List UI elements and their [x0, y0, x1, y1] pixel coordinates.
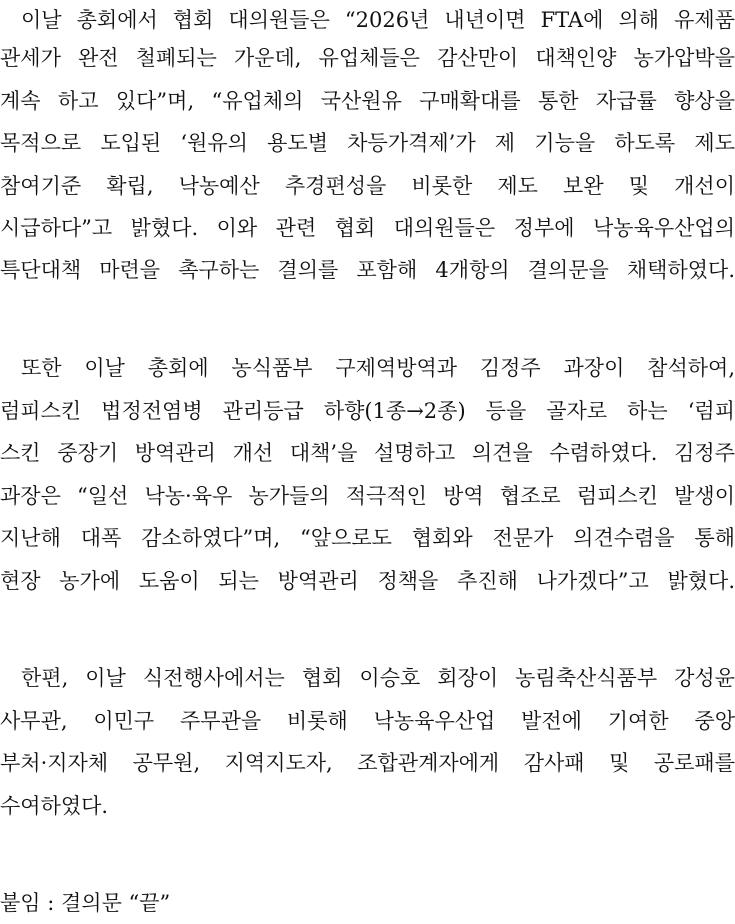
text-line: 특단대책 마련을 촉구하는 결의를 포함해 4개항의 결의문을 채택하였다. [0, 258, 735, 282]
attachment-note: 붙임 : 결의문 “끝” [0, 891, 171, 915]
text-line: 관세가 완전 철폐되는 가운데, 유업체들은 감산만이 대책인양 농가압박을 [0, 46, 735, 70]
text-line: 지난해 대폭 감소하였다”며, “앞으로도 협회와 전문가 의견수렴을 통해 [0, 526, 735, 550]
text-line: 또한 이날 총회에 농식품부 구제역방역과 김정주 과장이 참석하여, [21, 356, 735, 380]
text-line: 수여하였다. [0, 794, 109, 818]
text-line: 부처·지자체 공무원, 지역지도자, 조합관계자에게 감사패 및 공로패를 [0, 751, 735, 775]
text-line: 사무관, 이민구 주무관을 비롯해 낙농육우산업 발전에 기여한 중앙 [0, 709, 735, 733]
text-line: 이날 총회에서 협회 대의원들은 “2026년 내년이면 FTA에 의해 유제품 [21, 8, 735, 32]
text-line: 계속 하고 있다”며, “유업체의 국산원유 구매확대를 통한 자급률 향상을 [0, 89, 735, 113]
text-line: 한편, 이날 식전행사에서는 협회 이승호 회장이 농림축산식품부 강성윤 [21, 666, 735, 690]
text-line: 참여기준 확립, 낙농예산 추경편성을 비롯한 제도 보완 및 개선이 [0, 174, 735, 198]
text-line: 럼피스킨 법정전염병 관리등급 하향(1종→2종) 등을 골자로 하는 ‘럼피 [0, 399, 735, 423]
text-line: 목적으로 도입된 ‘원유의 용도별 차등가격제’가 제 기능을 하도록 제도 [0, 131, 735, 155]
text-line: 현장 농가에 도움이 되는 방역관리 정책을 추진해 나가겠다”고 밝혔다. [0, 569, 735, 593]
text-line: 과장은 “일선 낙농·육우 농가들의 적극적인 방역 협조로 럼피스킨 발생이 [0, 484, 735, 508]
text-line: 시급하다”고 밝혔다. 이와 관련 협회 대의원들은 정부에 낙농육우산업의 [0, 216, 735, 240]
text-line: 스킨 중장기 방역관리 개선 대책’을 설명하고 의견을 수렴하였다. 김정주 [0, 441, 735, 465]
